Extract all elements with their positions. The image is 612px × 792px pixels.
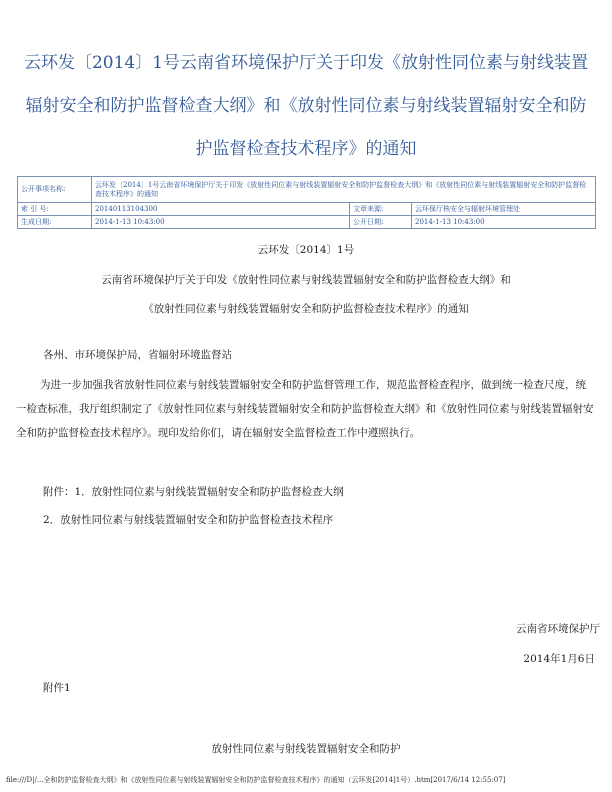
attachment-item-1: 附件：1．放射性同位素与射线装置辐射安全和防护监督检查大纲 — [43, 486, 344, 498]
issue-date: 2014年1月6日 — [523, 653, 595, 665]
created-date-value: 2014-1-13 10:43:00 — [92, 216, 350, 229]
body-paragraph: 为进一步加强我省放射性同位素与射线装置辐射安全和防护监督管理工作，规范监督检查程序，做到统一检查尺度，统一检查标准，我厅组织制定了《放射性同位素与射线装置辐射安全和防护监督检查大纲》和《放射性同位素与射线装置辐射安全和防护监督检查技术程序》。现印发给你们，请在辐射安全监督检查工作中遵照执行。 — [16, 379, 594, 439]
index-label: 索 引 号: — [18, 203, 92, 216]
annex-label: 附件1 — [43, 682, 71, 694]
document-number: 云环发〔2014〕1号 — [257, 244, 355, 256]
page-title: 云环发〔2014〕1号云南省环境保护厅关于印发《放射性同位素与射线装置辐射安全和防护监督检查大纲》和《放射性同位素与射线装置辐射安全和防护监督检查技术程序》的通知 — [23, 53, 589, 159]
notice-subtitle-line-1: 云南省环境保护厅关于印发《放射性同位素与射线装置辐射安全和防护监督检查大纲》和 — [101, 274, 511, 286]
addressee: 各州、市环境保护局，省辐射环境监督站 — [43, 349, 232, 361]
attachment-item-2: 2．放射性同位素与射线装置辐射安全和防护监督检查技术程序 — [43, 514, 334, 526]
index-value: 20140113104300 — [92, 203, 350, 216]
public-item-label: 公开事项名称: — [18, 177, 92, 203]
published-date-label: 公开日期: — [350, 216, 412, 229]
notice-subtitle-line-2: 《放射性同位素与射线装置辐射安全和防护监督检查技术程序》的通知 — [143, 303, 469, 315]
created-date-label: 生成日期: — [18, 216, 92, 229]
print-footer: file:///D|/...全和防护监督检查大纲》和《放射性同位素与射线装置辐射安全和防护监督检查技术程序》的通知（云环发[2014]1号）.htm[2017/6/14 12:55:07] — [6, 776, 506, 784]
metadata-table — [17, 176, 596, 229]
source-label: 文章来源: — [350, 203, 412, 216]
public-item-value: 云环发〔2014〕1号云南省环境保护厅关于印发《放射性同位素与射线装置辐射安全和防护监督检查大纲》和《放射性同位素与射线装置辐射安全和防护监督检查技术程序》的通知 — [92, 177, 596, 203]
signatory: 云南省环境保护厅 — [516, 623, 600, 635]
published-date-value: 2014-1-13 10:43:00 — [412, 216, 596, 229]
annex-title: 放射性同位素与射线装置辐射安全和防护 — [211, 743, 401, 755]
source-value: 云环保厅核安全与辐射环境管理处 — [412, 203, 596, 216]
